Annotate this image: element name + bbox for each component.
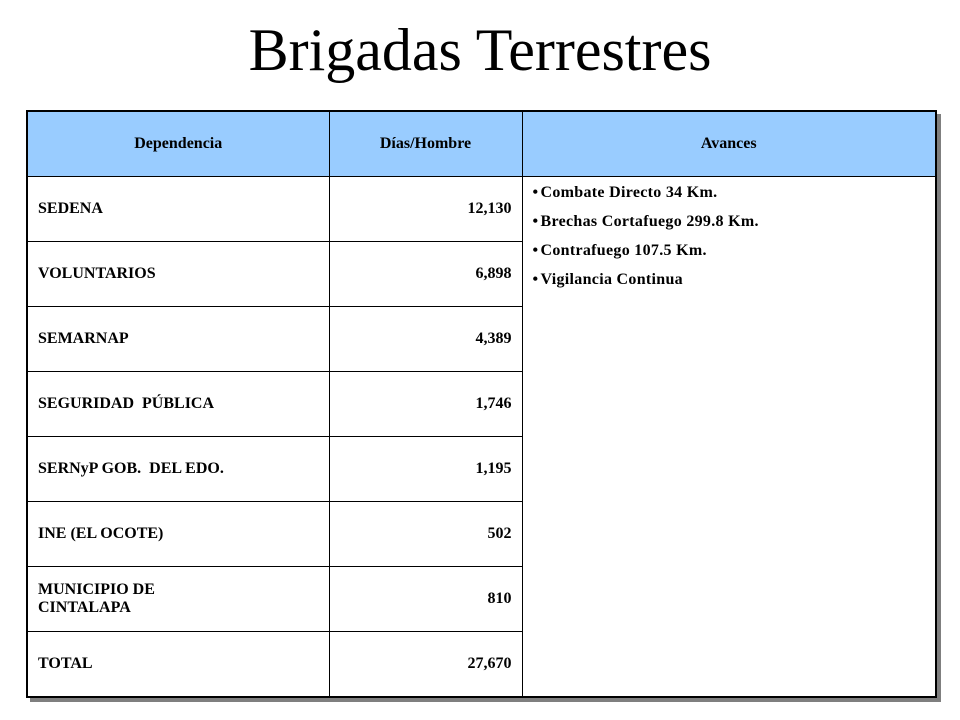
table-header-row: [27, 111, 936, 177]
cell-dependencia: SEMARNAP: [27, 307, 329, 372]
avance-text: Vigilancia Continua: [540, 271, 683, 288]
cell-dependencia: SERNyP GOB. DEL EDO.: [27, 437, 329, 502]
bullet-icon: •: [532, 242, 539, 259]
cell-dependencia: INE (EL OCOTE): [27, 502, 329, 567]
header-dependencia: Dependencia: [27, 111, 329, 177]
avance-text: Contrafuego 107.5 Km.: [540, 242, 707, 259]
table-row: [27, 177, 936, 242]
brigadas-table-wrapper: [26, 110, 937, 698]
cell-dependencia: SEDENA: [27, 177, 329, 242]
cell-dependencia: VOLUNTARIOS: [27, 242, 329, 307]
brigadas-table: [26, 110, 937, 698]
bullet-icon: •: [532, 184, 539, 201]
cell-dias-hombre: 1,195: [329, 437, 522, 502]
header-dias-hombre: Días/Hombre: [329, 111, 522, 177]
avances-list: [533, 183, 926, 290]
list-item: [533, 270, 926, 290]
list-item: [533, 212, 926, 232]
list-item: [533, 241, 926, 261]
cell-dias-hombre: 502: [329, 502, 522, 567]
cell-dias-hombre: 810: [329, 567, 522, 632]
cell-dependencia: MUNICIPIO DE CINTALAPA: [27, 567, 329, 632]
avance-text: Brechas Cortafuego 299.8 Km.: [540, 213, 759, 230]
cell-dias-hombre: 27,670: [329, 632, 522, 698]
header-avances: Avances: [522, 111, 936, 177]
list-item: [533, 183, 926, 203]
bullet-icon: •: [532, 213, 539, 230]
avance-text: Combate Directo 34 Km.: [540, 184, 718, 201]
cell-dias-hombre: 4,389: [329, 307, 522, 372]
cell-dias-hombre: 6,898: [329, 242, 522, 307]
cell-dependencia: SEGURIDAD PÚBLICA: [27, 372, 329, 437]
slide-title: Brigadas Terrestres: [248, 17, 712, 83]
cell-dias-hombre: 1,746: [329, 372, 522, 437]
cell-dias-hombre: 12,130: [329, 177, 522, 242]
cell-dependencia: TOTAL: [27, 632, 329, 698]
cell-avances: [522, 177, 936, 698]
bullet-icon: •: [532, 271, 539, 288]
